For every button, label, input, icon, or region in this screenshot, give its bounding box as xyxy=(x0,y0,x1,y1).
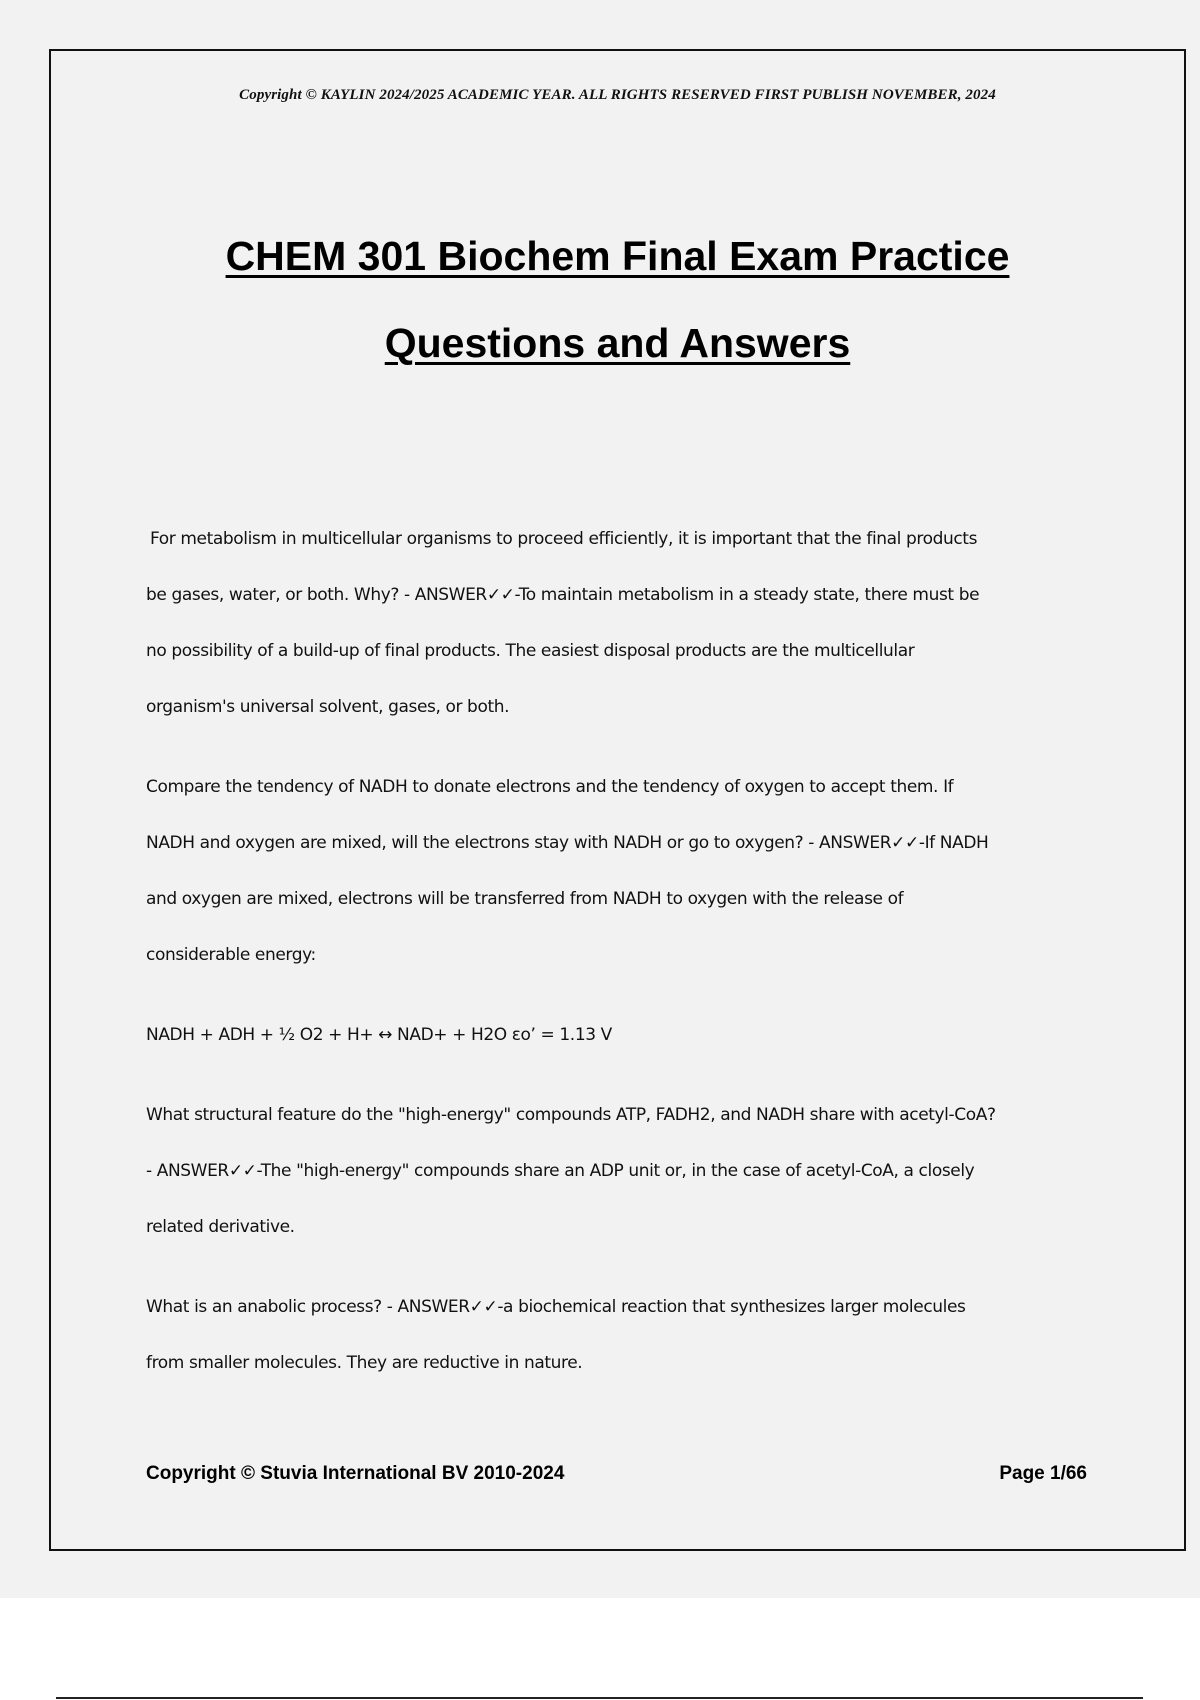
text-line: be gases, water, or both. Why? - ANSWER✓✓-To maintain metabolism in a steady state, there must be xyxy=(146,585,980,605)
text-line: and oxygen are mixed, electrons will be transferred from NADH to oxygen with the release of xyxy=(146,889,904,909)
text-line: Compare the tendency of NADH to donate electrons and the tendency of oxygen to accept them. If xyxy=(146,777,954,797)
page-number: Page 1/66 xyxy=(999,1463,1087,1484)
text-line: no possibility of a build-up of final products. The easiest disposal products are the multicellular xyxy=(146,641,915,661)
text-line: from smaller molecules. They are reductive in nature. xyxy=(146,1353,583,1373)
qa-content xyxy=(146,511,1136,1415)
qa-block xyxy=(146,1279,1136,1391)
text-line: considerable energy: xyxy=(146,945,316,965)
next-page-divider xyxy=(56,1697,1143,1699)
equation-block xyxy=(146,1007,1136,1063)
footer-copyright: Copyright © Stuvia International BV 2010-2024 xyxy=(146,1463,565,1484)
text-line: - ANSWER✓✓-The "high-energy" compounds share an ADP unit or, in the case of acetyl-CoA, a closely xyxy=(146,1161,975,1181)
title-line-1: CHEM 301 Biochem Final Exam Practice xyxy=(225,233,1010,279)
text-line: related derivative. xyxy=(146,1217,295,1237)
text-line: For metabolism in multicellular organisms to proceed efficiently, it is important that the final products xyxy=(150,529,978,549)
text-line: What structural feature do the "high-energy" compounds ATP, FADH2, and NADH share with acetyl-CoA? xyxy=(146,1105,996,1125)
title-line-2: Questions and Answers xyxy=(384,320,851,366)
text-line: organism's universal solvent, gases, or both. xyxy=(146,697,510,717)
document-title xyxy=(51,213,1184,387)
qa-block xyxy=(146,1087,1136,1255)
document-page xyxy=(49,49,1186,1551)
qa-block xyxy=(146,511,1136,735)
text-line: NADH and oxygen are mixed, will the electrons stay with NADH or go to oxygen? - ANSWER✓✓-If NADH xyxy=(146,833,989,853)
qa-block xyxy=(146,759,1136,983)
header-copyright: Copyright © KAYLIN 2024/2025 ACADEMIC YEAR. ALL RIGHTS RESERVED FIRST PUBLISH NOVEMBER, 2024 xyxy=(239,87,996,103)
text-line: What is an anabolic process? - ANSWER✓✓-a biochemical reaction that synthesizes larger molecules xyxy=(146,1297,966,1317)
equation-line: NADH + ADH + ½ O2 + H+ ↔ NAD+ + H2O εo’ = 1.13 V xyxy=(146,1025,612,1045)
